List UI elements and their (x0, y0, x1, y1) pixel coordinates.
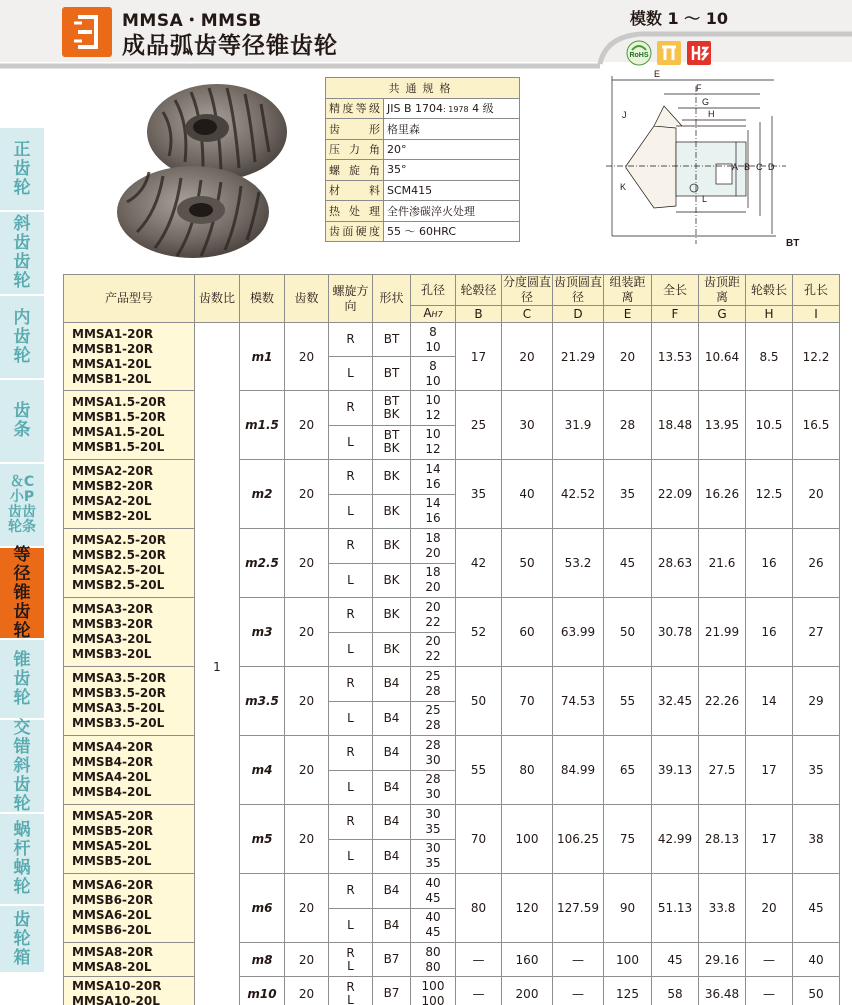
dim-H-cell: 12.5 (746, 460, 793, 529)
product-table (63, 274, 840, 1005)
model-cell: MMSA3.5-20R MMSB3.5-20R MMSA3.5-20L MMSB3.5-20L (64, 667, 195, 736)
shape-cell: BK (373, 460, 411, 495)
shape-cell: BK (373, 563, 411, 598)
col-model: 产品型号 (64, 275, 195, 323)
model-cell: MMSA8-20R MMSA8-20L (64, 943, 195, 977)
dim-H-cell: — (746, 943, 793, 977)
module-cell: m4 (240, 736, 285, 805)
dim-B-cell: — (456, 977, 502, 1005)
dim-E-cell: 35 (604, 460, 652, 529)
spec-row (326, 201, 520, 222)
nav-item-bevel[interactable] (0, 640, 44, 718)
svg-text:E: E (654, 69, 661, 79)
shape-cell: B4 (373, 667, 411, 702)
nav-item-screw[interactable] (0, 717, 44, 814)
table-row (64, 323, 840, 357)
dim-D-cell: 106.25 (553, 805, 604, 874)
dim-C-cell: 160 (502, 943, 553, 977)
module-cell: m2 (240, 460, 285, 529)
nav-item-rack[interactable] (0, 380, 44, 462)
common-spec-table (325, 77, 520, 242)
hand-cell: L (329, 494, 373, 529)
dim-E-cell: 28 (604, 391, 652, 460)
dim-B-cell: 25 (456, 391, 502, 460)
nav-item-cp-gears[interactable] (0, 464, 44, 546)
col-teeth: 齿数 (285, 275, 329, 323)
dim-D-cell: 31.9 (553, 391, 604, 460)
dim-I-cell: 45 (793, 874, 840, 943)
model-cell: MMSA6-20R MMSB6-20R MMSA6-20L MMSB6-20L (64, 874, 195, 943)
dim-H-cell: 10.5 (746, 391, 793, 460)
shape-cell: BT (373, 357, 411, 391)
module-cell: m8 (240, 943, 285, 977)
col-E: 组装距离 (604, 275, 652, 306)
bore-cell: 20 22 (411, 632, 456, 667)
dim-G-cell: 21.99 (699, 598, 746, 667)
page-header (0, 0, 852, 70)
spec-row (326, 98, 520, 119)
spec-value: 格里森 (384, 119, 520, 140)
category-logo (62, 7, 112, 57)
shape-cell: B4 (373, 736, 411, 771)
col-D-letter: D (553, 306, 604, 323)
spec-key: 热处理 (326, 201, 384, 222)
dim-B-cell: 70 (456, 805, 502, 874)
spec-heading: 共通规格 (326, 78, 520, 99)
module-cell: m10 (240, 977, 285, 1005)
col-E-letter: E (604, 306, 652, 323)
dim-G-cell: 33.8 (699, 874, 746, 943)
col-F-letter: F (652, 306, 699, 323)
hand-cell: R L (329, 943, 373, 977)
dim-G-cell: 29.16 (699, 943, 746, 977)
dim-I-cell: 29 (793, 667, 840, 736)
dim-G-cell: 36.48 (699, 977, 746, 1005)
col-ratio: 齿数比 (195, 275, 240, 323)
col-F: 全长 (652, 275, 699, 306)
table-row (64, 460, 840, 495)
spec-key: 精度等级 (326, 98, 384, 119)
teeth-cell: 20 (285, 460, 329, 529)
bore-cell: 80 80 (411, 943, 456, 977)
col-shape: 形状 (373, 275, 411, 323)
dim-D-cell: 42.52 (553, 460, 604, 529)
dim-C-cell: 50 (502, 529, 553, 598)
dim-D-cell: 127.59 (553, 874, 604, 943)
svg-text:B: B (744, 162, 751, 172)
hand-cell: R (329, 598, 373, 633)
bore-cell: 28 30 (411, 736, 456, 771)
dim-B-cell: 50 (456, 667, 502, 736)
shape-cell: B7 (373, 943, 411, 977)
dim-G-cell: 10.64 (699, 323, 746, 391)
dim-F-cell: 18.48 (652, 391, 699, 460)
dim-C-cell: 30 (502, 391, 553, 460)
svg-text:H: H (708, 109, 715, 119)
hand-cell: L (329, 908, 373, 943)
dim-D-cell: 21.29 (553, 323, 604, 391)
dim-C-cell: 20 (502, 323, 553, 391)
module-cell: m5 (240, 805, 285, 874)
bore-cell: 30 35 (411, 805, 456, 840)
shape-type-label: BT (786, 238, 800, 249)
model-cell: MMSA3-20R MMSB3-20R MMSA3-20L MMSB3-20L (64, 598, 195, 667)
hand-cell: R (329, 391, 373, 426)
hand-cell: L (329, 632, 373, 667)
dim-F-cell: 13.53 (652, 323, 699, 391)
dim-H-cell: 17 (746, 805, 793, 874)
shape-cell: BK (373, 598, 411, 633)
nav-label: ＆C小P齿齿轮条 (8, 474, 36, 535)
shape-cell: B4 (373, 770, 411, 805)
hand-cell: R (329, 667, 373, 702)
hand-cell: L (329, 563, 373, 598)
shape-cell: BK (373, 632, 411, 667)
bore-cell: 8 10 (411, 357, 456, 391)
svg-text:G: G (702, 97, 710, 107)
dim-H-cell: 14 (746, 667, 793, 736)
dim-C-cell: 70 (502, 667, 553, 736)
hand-cell: R (329, 874, 373, 909)
hand-cell: R L (329, 977, 373, 1005)
dim-G-cell: 28.13 (699, 805, 746, 874)
teeth-cell: 20 (285, 598, 329, 667)
dim-C-cell: 100 (502, 805, 553, 874)
dim-E-cell: 20 (604, 323, 652, 391)
nav-item-worm[interactable] (0, 814, 44, 904)
module-cell: m6 (240, 874, 285, 943)
col-bore: 孔径 (411, 275, 456, 306)
shape-cell: BT BK (373, 391, 411, 426)
dim-G-cell: 21.6 (699, 529, 746, 598)
table-row (64, 736, 840, 771)
hand-cell: L (329, 839, 373, 874)
bore-cell: 20 22 (411, 598, 456, 633)
dim-I-cell: 35 (793, 736, 840, 805)
bore-cell: 100 100 (411, 977, 456, 1005)
bore-cell: 40 45 (411, 874, 456, 909)
dim-H-cell: 20 (746, 874, 793, 943)
spec-key: 螺旋角 (326, 160, 384, 181)
dim-C-cell: 200 (502, 977, 553, 1005)
spec-value: 全件渗碳淬火处理 (384, 201, 520, 222)
nav-label: 等径锥齿轮 (13, 544, 31, 641)
col-I: 孔长 (793, 275, 840, 306)
teeth-cell: 20 (285, 943, 329, 977)
bore-cell: 18 20 (411, 563, 456, 598)
dim-F-cell: 28.63 (652, 529, 699, 598)
shape-cell: B4 (373, 908, 411, 943)
dim-H-cell: — (746, 977, 793, 1005)
lower-gear (117, 166, 269, 258)
col-C: 分度圆直径 (502, 275, 551, 304)
bore-cell: 18 20 (411, 529, 456, 564)
shape-cell: BK (373, 529, 411, 564)
shape-cell: BK (373, 494, 411, 529)
nav-item-spur[interactable] (0, 128, 44, 210)
nav-label: 斜齿齿轮 (13, 214, 31, 291)
nav-item-gearbox[interactable] (0, 906, 44, 972)
hand-cell: L (329, 770, 373, 805)
nav-item-internal[interactable] (0, 296, 44, 378)
col-G-letter: G (699, 306, 746, 323)
dim-D-cell: 53.2 (553, 529, 604, 598)
series-code: MMSA・MMSB (122, 11, 262, 31)
col-D: 齿顶圆直径 (553, 275, 602, 304)
spec-row (326, 139, 520, 160)
teeth-cell: 20 (285, 529, 329, 598)
dim-I-cell: 27 (793, 598, 840, 667)
table-row (64, 598, 840, 633)
dim-G-cell: 13.95 (699, 391, 746, 460)
model-cell: MMSA2.5-20R MMSB2.5-20R MMSA2.5-20L MMSB2.5-20L (64, 529, 195, 598)
dim-I-cell: 50 (793, 977, 840, 1005)
dim-F-cell: 32.45 (652, 667, 699, 736)
col-H: 轮毂长 (746, 275, 793, 306)
dim-I-cell: 20 (793, 460, 840, 529)
hand-cell: R (329, 736, 373, 771)
dim-B-cell: 80 (456, 874, 502, 943)
nav-label: 蜗杆蜗轮 (13, 820, 31, 897)
dim-B-cell: 17 (456, 323, 502, 391)
dim-E-cell: 55 (604, 667, 652, 736)
hand-cell: L (329, 357, 373, 391)
dim-G-cell: 22.26 (699, 667, 746, 736)
dim-G-cell: 16.26 (699, 460, 746, 529)
dim-E-cell: 125 (604, 977, 652, 1005)
dim-H-cell: 17 (746, 736, 793, 805)
svg-text:K: K (620, 182, 627, 192)
dim-I-cell: 40 (793, 943, 840, 977)
hand-cell: R (329, 323, 373, 357)
module-cell: m1.5 (240, 391, 285, 460)
hand-cell: R (329, 805, 373, 840)
dim-H-cell: 16 (746, 529, 793, 598)
ratio-cell: 1 (195, 323, 240, 1005)
dim-E-cell: 45 (604, 529, 652, 598)
shape-cell: B4 (373, 701, 411, 736)
bore-cell: 10 12 (411, 391, 456, 426)
table-row (64, 805, 840, 840)
col-H-letter: H (746, 306, 793, 323)
teeth-cell: 20 (285, 736, 329, 805)
spec-key: 齿面硬度 (326, 221, 384, 242)
dim-D-cell: 63.99 (553, 598, 604, 667)
bore-cell: 30 35 (411, 839, 456, 874)
shape-cell: B7 (373, 977, 411, 1005)
spec-row (326, 119, 520, 140)
upper-gear (147, 84, 287, 180)
gear-section-icon (62, 7, 112, 57)
spec-value: 20° (384, 139, 520, 160)
teeth-cell: 20 (285, 667, 329, 736)
model-cell: MMSA4-20R MMSB4-20R MMSA4-20L MMSB4-20L (64, 736, 195, 805)
dim-F-cell: 22.09 (652, 460, 699, 529)
model-cell: MMSA1-20R MMSB1-20R MMSA1-20L MMSB1-20L (64, 323, 195, 391)
spec-row (326, 160, 520, 181)
svg-text:L: L (702, 194, 708, 204)
dim-F-cell: 39.13 (652, 736, 699, 805)
module-cell: m1 (240, 323, 285, 391)
teeth-cell: 20 (285, 391, 329, 460)
bore-cell: 14 16 (411, 460, 456, 495)
svg-text:F: F (696, 83, 702, 93)
nav-label: 内齿轮 (13, 307, 31, 366)
spec-row (326, 180, 520, 201)
dim-B-cell: 55 (456, 736, 502, 805)
dim-E-cell: 50 (604, 598, 652, 667)
dim-D-cell: 84.99 (553, 736, 604, 805)
dim-D-cell: — (553, 943, 604, 977)
svg-text:J: J (622, 110, 627, 120)
nav-label: 正齿轮 (13, 139, 31, 198)
dim-F-cell: 42.99 (652, 805, 699, 874)
shape-cell: BT BK (373, 425, 411, 460)
dim-H-cell: 16 (746, 598, 793, 667)
model-cell: MMSA1.5-20R MMSB1.5-20R MMSA1.5-20L MMSB1.5-20L (64, 391, 195, 460)
table-row (64, 667, 840, 702)
dim-G-cell: 27.5 (699, 736, 746, 805)
dim-E-cell: 100 (604, 943, 652, 977)
dim-E-cell: 65 (604, 736, 652, 805)
svg-text:C: C (756, 162, 763, 172)
dim-B-cell: — (456, 943, 502, 977)
col-G: 齿顶距离 (699, 275, 746, 306)
teeth-cell: 20 (285, 323, 329, 391)
col-C-letter: C (502, 306, 553, 323)
bore-cell: 28 30 (411, 770, 456, 805)
shape-cell: BT (373, 323, 411, 357)
heat-treatment-icon (686, 40, 712, 66)
nav-label: 锥齿轮 (13, 649, 31, 708)
nav-label: 齿轮箱 (13, 909, 31, 968)
bore-cell: 25 28 (411, 667, 456, 702)
dim-B-cell: 52 (456, 598, 502, 667)
table-row (64, 529, 840, 564)
dimension-diagram (596, 66, 816, 254)
model-cell: MMSA5-20R MMSB5-20R MMSA5-20L MMSB5-20L (64, 805, 195, 874)
col-module: 模数 (240, 275, 285, 323)
module-cell: m2.5 (240, 529, 285, 598)
model-cell: MMSA10-20R MMSA10-20L (64, 977, 195, 1005)
dim-C-cell: 120 (502, 874, 553, 943)
teeth-cell: 20 (285, 977, 329, 1005)
dim-I-cell: 38 (793, 805, 840, 874)
product-photo (105, 72, 305, 267)
dim-E-cell: 75 (604, 805, 652, 874)
dim-F-cell: 58 (652, 977, 699, 1005)
dim-I-cell: 12.2 (793, 323, 840, 391)
svg-text:D: D (768, 162, 775, 172)
bore-cell: 8 10 (411, 323, 456, 357)
rohs-icon (626, 40, 652, 66)
col-B-letter: B (456, 306, 502, 323)
dim-E-cell: 90 (604, 874, 652, 943)
spec-value: 55 ～ 60HRC (384, 221, 520, 242)
module-cell: m3.5 (240, 667, 285, 736)
bore-cell: 10 12 (411, 425, 456, 460)
bore-cell: 25 28 (411, 701, 456, 736)
header-row (64, 275, 840, 306)
nav-label: 交错斜齿轮 (13, 717, 31, 814)
dim-D-cell: 74.53 (553, 667, 604, 736)
rohs-label: RoHS (629, 52, 649, 59)
hand-cell: R (329, 460, 373, 495)
table-body (64, 323, 840, 1005)
dim-I-cell: 26 (793, 529, 840, 598)
dim-B-cell: 35 (456, 460, 502, 529)
spec-value: JIS B 1704: 1978 4 级 (384, 98, 520, 119)
spec-value: SCM415 (384, 180, 520, 201)
hand-cell: L (329, 701, 373, 736)
dim-B-cell: 42 (456, 529, 502, 598)
teeth-cell: 20 (285, 874, 329, 943)
bore-cell: 40 45 (411, 908, 456, 943)
dim-C-cell: 80 (502, 736, 553, 805)
table-row (64, 391, 840, 426)
hand-cell: L (329, 425, 373, 460)
col-bore-sub: AH7 (411, 306, 456, 323)
nav-item-miter[interactable] (0, 544, 44, 641)
stock-icon (656, 40, 682, 66)
page-title: 成品弧齿等径锥齿轮 (122, 33, 338, 59)
col-hand: 螺旋方向 (329, 275, 373, 323)
dim-C-cell: 40 (502, 460, 553, 529)
dim-I-cell: 16.5 (793, 391, 840, 460)
dim-F-cell: 45 (652, 943, 699, 977)
bore-cell: 14 16 (411, 494, 456, 529)
col-B: 轮毂径 (456, 275, 502, 306)
teeth-cell: 20 (285, 805, 329, 874)
spec-key: 齿形 (326, 119, 384, 140)
shape-cell: B4 (373, 805, 411, 840)
module-cell: m3 (240, 598, 285, 667)
col-I-letter: I (793, 306, 840, 323)
spec-value: 35° (384, 160, 520, 181)
table-row (64, 943, 840, 977)
shape-cell: B4 (373, 874, 411, 909)
nav-label: 齿条 (13, 401, 31, 440)
dim-F-cell: 51.13 (652, 874, 699, 943)
module-range: 模数 1 ～ 10 (629, 9, 728, 28)
table-row (64, 977, 840, 1005)
dim-C-cell: 60 (502, 598, 553, 667)
svg-text:A: A (732, 162, 739, 172)
spec-row (326, 221, 520, 242)
model-cell: MMSA2-20R MMSB2-20R MMSA2-20L MMSB2-20L (64, 460, 195, 529)
table-row (64, 874, 840, 909)
spec-key: 压力角 (326, 139, 384, 160)
nav-item-helical[interactable] (0, 212, 44, 294)
dim-D-cell: — (553, 977, 604, 1005)
dim-H-cell: 8.5 (746, 323, 793, 391)
hand-cell: R (329, 529, 373, 564)
dim-F-cell: 30.78 (652, 598, 699, 667)
spec-key: 材料 (326, 180, 384, 201)
shape-cell: B4 (373, 839, 411, 874)
